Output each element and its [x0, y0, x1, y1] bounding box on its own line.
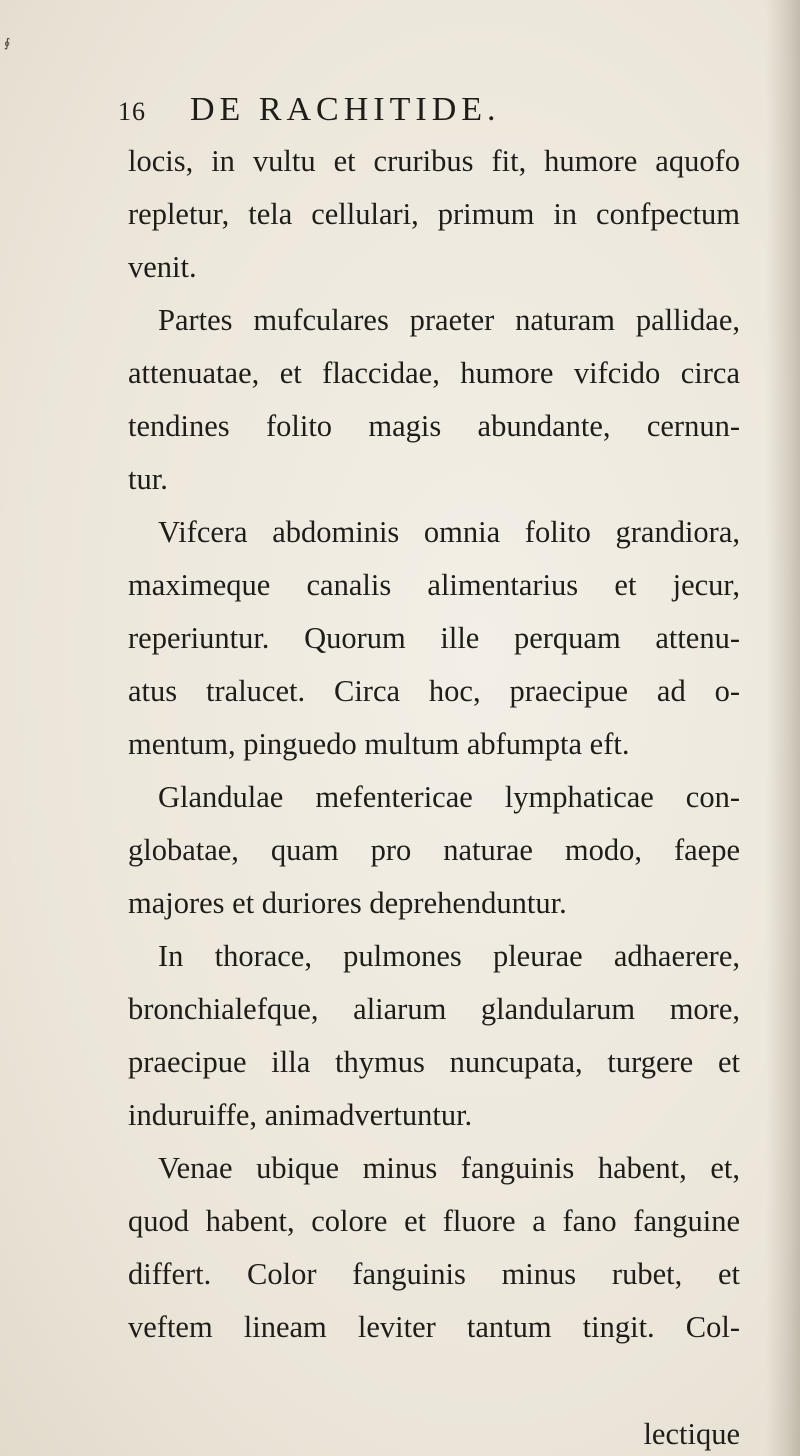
text-line: bronchialefque, aliarum glandularum more,	[128, 992, 740, 1026]
paragraph-start-line: In thorace, pulmones pleurae adhaerere,	[158, 939, 740, 973]
text-line: induruiffe, animadvertuntur.	[128, 1098, 473, 1132]
paragraph-start-line: Glandulae mefentericae lymphaticae con-	[158, 780, 740, 814]
page-number: 16	[118, 97, 146, 126]
text-line: locis, in vultu et cruribus fit, humore aquofo	[128, 144, 740, 178]
text-line: veftem lineam leviter tantum tingit. Col-	[128, 1310, 740, 1344]
page-header	[118, 90, 758, 130]
catchword: lectique	[643, 1417, 740, 1451]
text-line: repletur, tela cellulari, primum in confpectum	[128, 197, 740, 231]
margin-mark: ∮	[4, 36, 11, 50]
text-line: praecipue illa thymus nuncupata, turgere et	[128, 1045, 740, 1079]
paragraph-start-line: Vifcera abdominis omnia folito grandiora,	[158, 515, 740, 549]
text-line: venit.	[128, 250, 197, 284]
text-line: majores et duriores deprehenduntur.	[128, 886, 567, 920]
body-text	[128, 135, 740, 1354]
text-line: quod habent, colore et fluore a fano fanguine	[128, 1204, 740, 1238]
text-line: tur.	[128, 462, 168, 496]
paragraph-start-line: Partes mufculares praeter naturam pallidae,	[158, 303, 740, 337]
text-line: atus tralucet. Circa hoc, praecipue ad o-	[128, 674, 740, 708]
text-line: mentum, pinguedo multum abfumpta eft.	[128, 727, 630, 761]
text-line: tendines folito magis abundante, cernun-	[128, 409, 740, 443]
text-line: reperiuntur. Quorum ille perquam attenu-	[128, 621, 740, 655]
text-line: globatae, quam pro naturae modo, faepe	[128, 833, 740, 867]
text-line: differt. Color fanguinis minus rubet, et	[128, 1257, 740, 1291]
paragraph-start-line: Venae ubique minus fanguinis habent, et,	[158, 1151, 740, 1185]
text-line: maximeque canalis alimentarius et jecur,	[128, 568, 740, 602]
text-line: attenuatae, et flaccidae, humore vifcido circa	[128, 356, 740, 390]
running-title: DE RACHITIDE.	[190, 91, 501, 128]
page-edge-shadow	[766, 0, 800, 1456]
